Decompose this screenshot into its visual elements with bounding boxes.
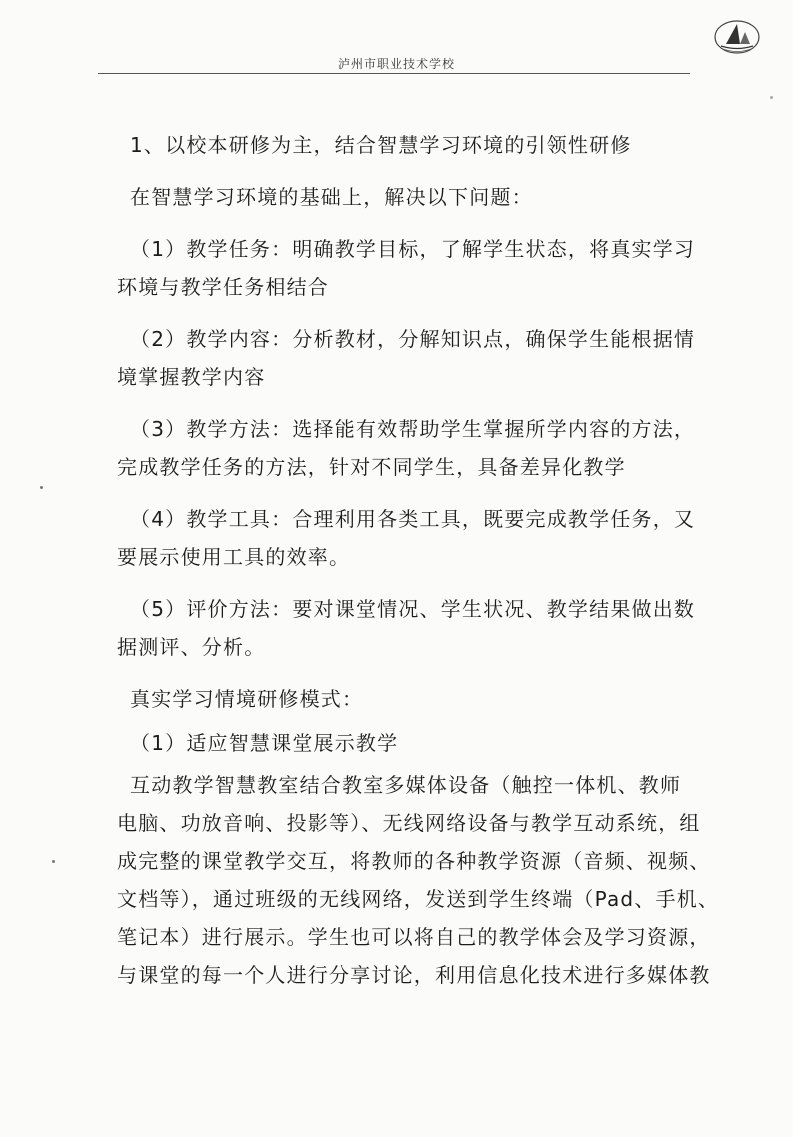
- item-4-line-1: （4）教学工具：合理利用各类工具，既要完成教学任务，又: [130, 507, 696, 531]
- header-school-name: 泸州市职业技术学校: [337, 57, 455, 71]
- paragraph-line-2: 电脑、功放音响、投影等）、无线网络设备与教学互动系统，组: [117, 811, 701, 835]
- item-3-line-2: 完成教学任务的方法，针对不同学生，具备差异化教学: [117, 455, 626, 479]
- item-2-line-1: （2）教学内容：分析教材，分解知识点，确保学生能根据情: [130, 327, 696, 351]
- item-4-line-2: 要展示使用工具的效率。: [117, 545, 351, 569]
- intro-line: 在智慧学习环境的基础上，解决以下问题：: [130, 185, 533, 209]
- paragraph-line-6: 与课堂的每一个人进行分享讨论，利用信息化技术进行多媒体教: [117, 963, 711, 987]
- paragraph-line-5: 笔记本）进行展示。学生也可以将自己的教学体会及学习资源，: [117, 925, 711, 949]
- item-5-line-1: （5）评价方法：要对课堂情况、学生状况、教学结果做出数: [130, 597, 696, 621]
- document-body: [117, 126, 720, 994]
- paragraph-line-4: 文档等），通过班级的无线网络，发送到学生终端（Pad、手机、: [117, 887, 720, 911]
- paragraph-line-3: 成完整的课堂教学交互，将教师的各种教学资源（音频、视频、: [117, 849, 711, 873]
- scan-speck: [40, 486, 43, 489]
- section-heading: 1、以校本研修为主，结合智慧学习环境的引领性研修: [130, 133, 632, 157]
- school-logo-icon: [712, 16, 762, 58]
- scan-speck: [52, 860, 55, 863]
- item-3-line-1: （3）教学方法：选择能有效帮助学生掌握所学内容的方法，: [130, 417, 696, 441]
- item-1-line-1: （1）教学任务：明确教学目标，了解学生状态，将真实学习: [130, 237, 696, 261]
- mode-title: 真实学习情境研修模式：: [130, 687, 364, 711]
- header-divider: [98, 73, 690, 74]
- item-1-line-2: 环境与教学任务相结合: [117, 275, 329, 299]
- mode-1-title: （1）适应智慧课堂展示教学: [130, 731, 399, 755]
- scan-speck: [770, 96, 773, 99]
- item-2-line-2: 境掌握教学内容: [117, 365, 266, 389]
- paragraph-line-1: 互动教学智慧教室结合教室多媒体设备（触控一体机、教师: [130, 773, 682, 797]
- item-5-line-2: 据测评、分析。: [117, 635, 266, 659]
